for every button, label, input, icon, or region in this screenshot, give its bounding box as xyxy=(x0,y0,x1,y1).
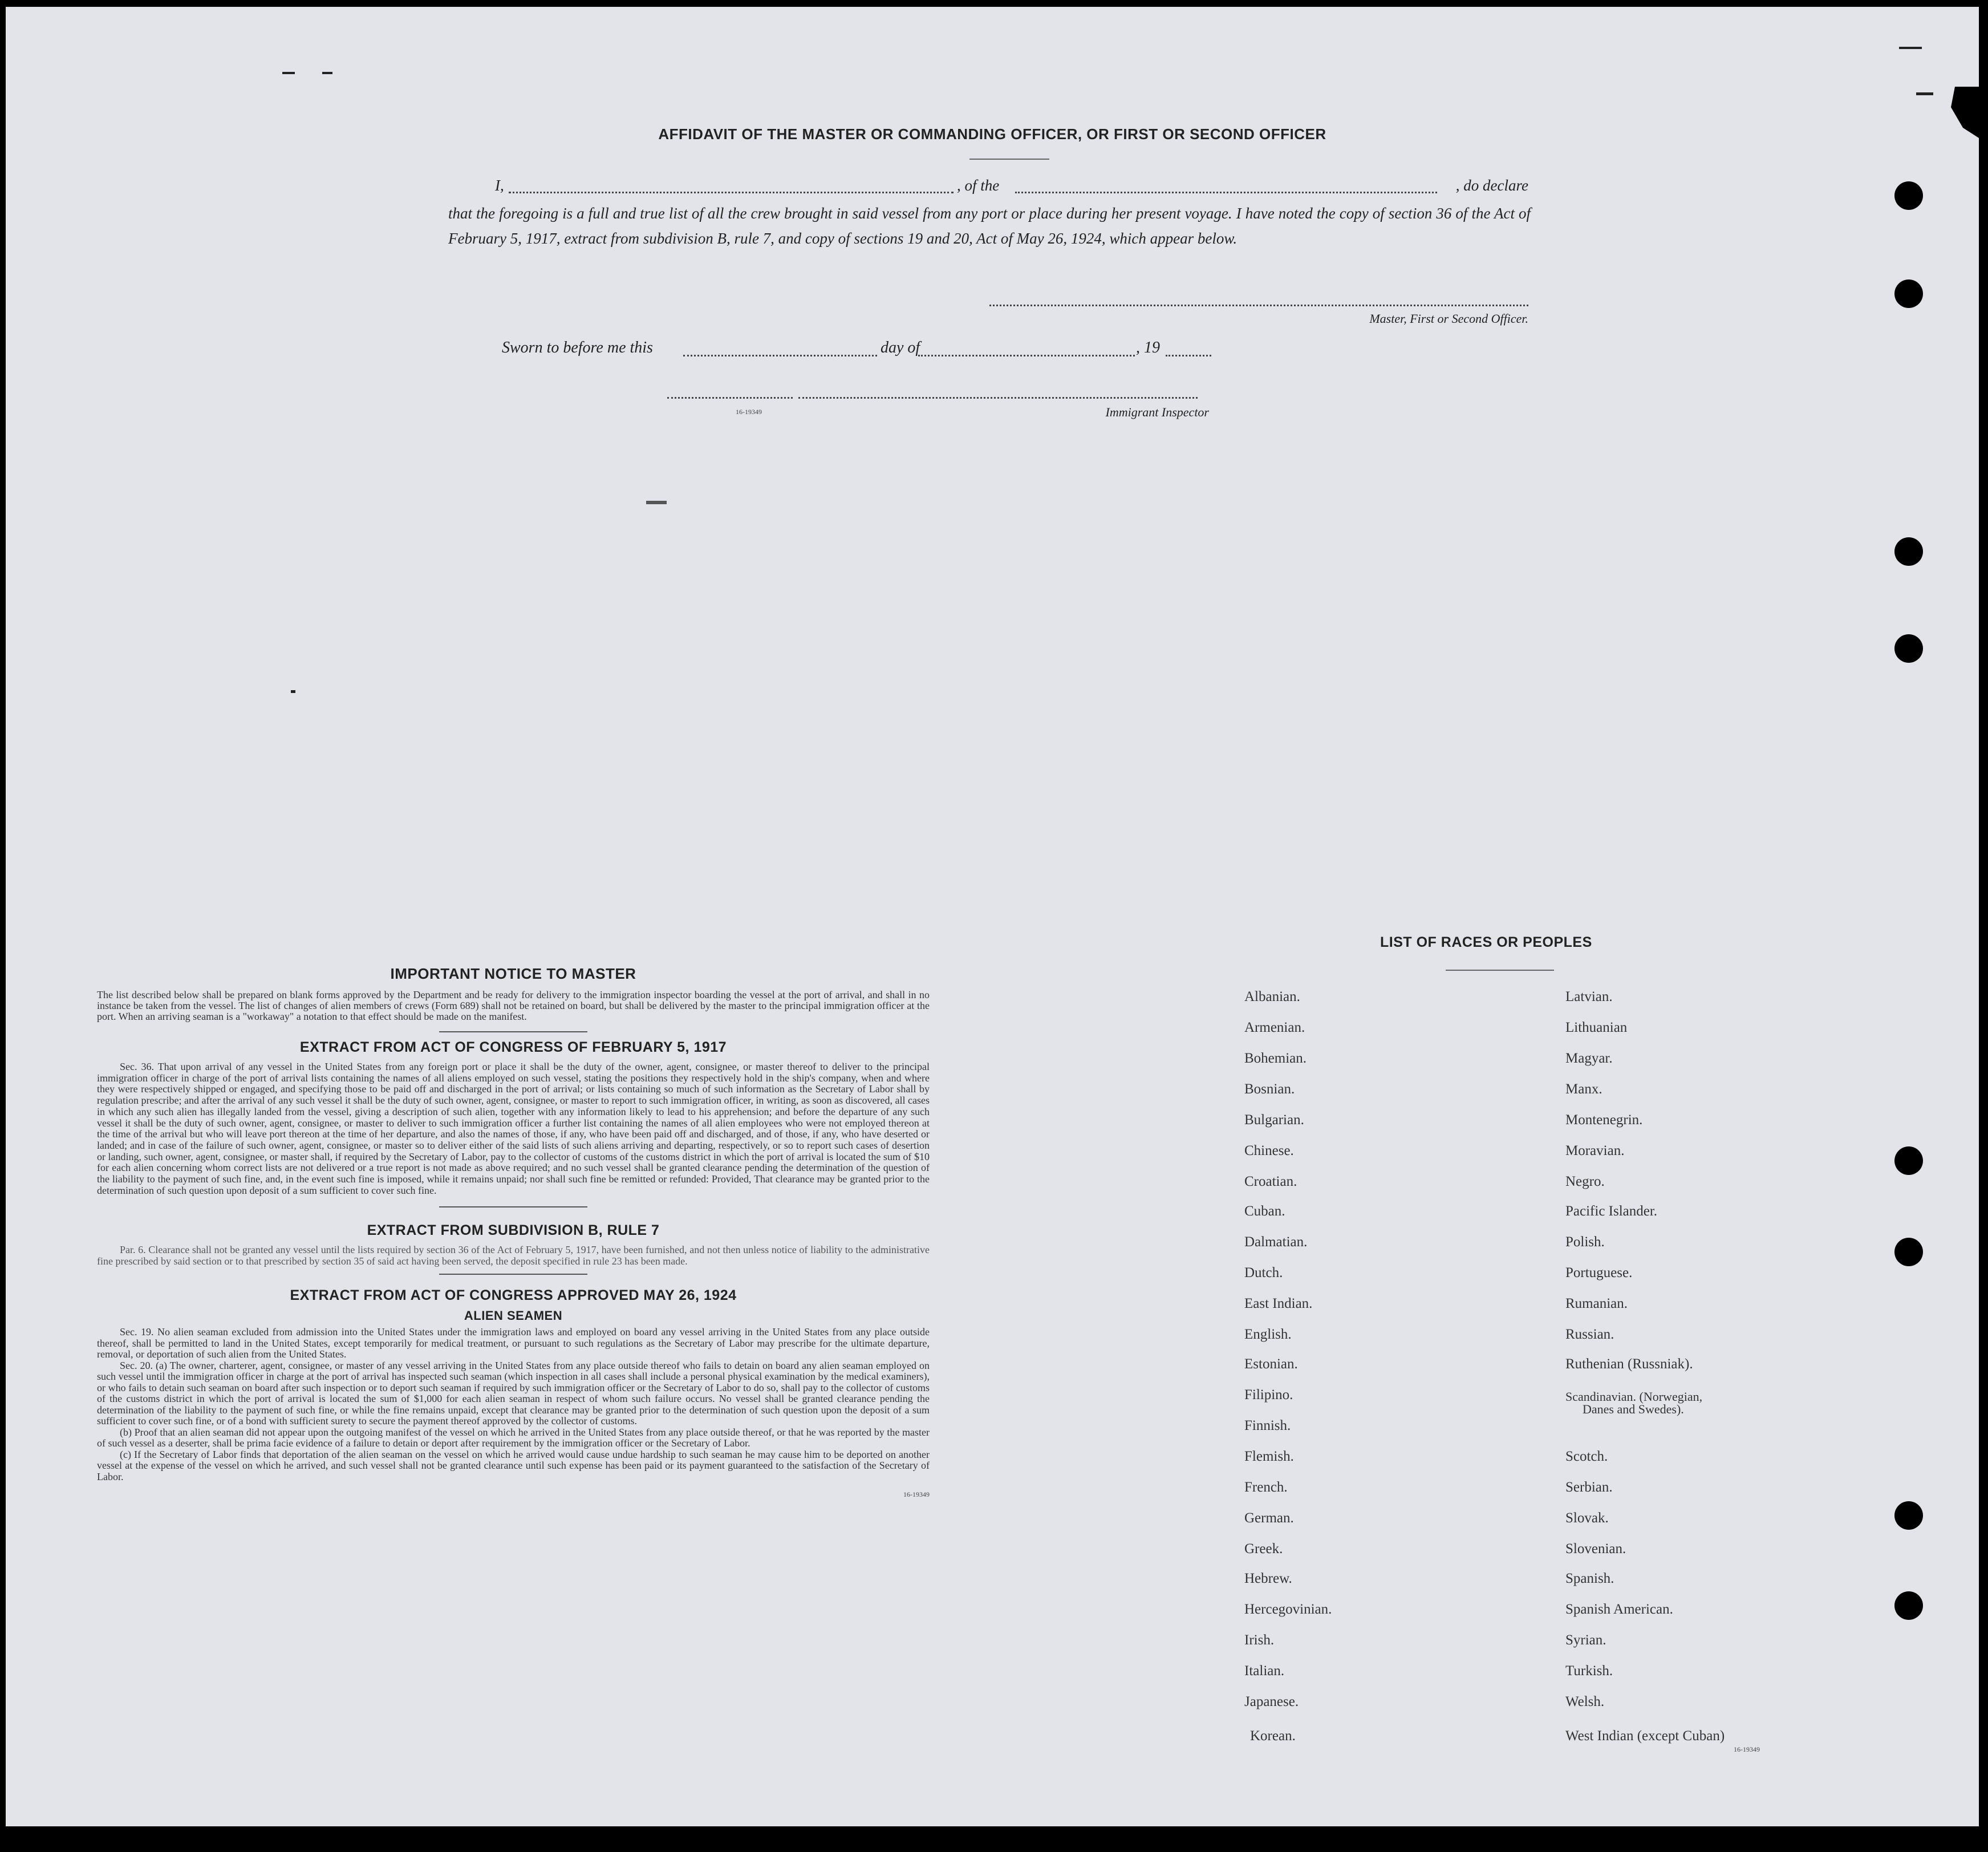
of-the-label: , of the xyxy=(957,177,1000,194)
name-field[interactable] xyxy=(509,192,954,193)
extract-1917-title: EXTRACT FROM ACT OF CONGRESS OF FEBRUARY 5, 1917 xyxy=(299,1039,727,1055)
race-item: Scotch. xyxy=(1565,1449,1608,1464)
ink-speck xyxy=(1916,92,1933,95)
race-item: Serbian. xyxy=(1565,1480,1613,1495)
race-item: Hebrew. xyxy=(1244,1571,1292,1586)
ink-speck xyxy=(291,690,295,693)
races-title-divider xyxy=(1446,970,1554,971)
punch-hole-6 xyxy=(1894,1238,1923,1266)
punch-hole-7 xyxy=(1894,1501,1923,1530)
race-item: Danes and Swedes). xyxy=(1583,1402,1684,1416)
race-item: English. xyxy=(1244,1327,1292,1342)
race-item: Welsh. xyxy=(1565,1694,1605,1709)
race-item: Manx. xyxy=(1565,1081,1602,1097)
sec20c-text: (c) If the Secretary of Labor finds that deportation of the alien seaman on the vessel on which he arrived would cause undue hardship to such seaman he may cause him to be deported on another vessel at the expense of the vessel on which he arrived, and such vessel shall not be granted clearance until such expense has been paid or its payment guaranteed to the satisfaction of the Secretary of Labor. xyxy=(97,1448,930,1482)
race-item: French. xyxy=(1244,1480,1288,1495)
race-item: Albanian. xyxy=(1244,989,1300,1004)
race-item: Bohemian. xyxy=(1244,1051,1307,1066)
race-item: Magyar. xyxy=(1565,1051,1613,1066)
punch-hole-2 xyxy=(1894,279,1923,308)
race-item: Spanish American. xyxy=(1565,1602,1673,1617)
race-item: Irish. xyxy=(1244,1632,1275,1648)
rule7-text: Par. 6. Clearance shall not be granted any vessel until the lists required by section 36 of the Act of February 5, 1917, have been furnished, and not then unless notice of liability to the administrative fine prescribed by said section or to that prescribed by section 35 of said act having been served, the deposit specified in rule 23 has been made. xyxy=(97,1244,930,1267)
race-item: Spanish. xyxy=(1565,1571,1614,1586)
race-item: Scandinavian. (Norwegian, xyxy=(1565,1389,1703,1404)
do-declare-label: , do declare xyxy=(1455,177,1528,194)
races-title: LIST OF RACES OR PEOPLES xyxy=(1380,934,1592,950)
master-signature-caption: Master, First or Second Officer. xyxy=(1369,311,1528,326)
race-item: Cuban. xyxy=(1244,1203,1285,1219)
race-item: Pacific Islander. xyxy=(1565,1203,1658,1219)
race-item: East Indian. xyxy=(1244,1296,1313,1311)
punch-hole-4 xyxy=(1894,634,1923,663)
extract-1924-title: EXTRACT FROM ACT OF CONGRESS APPROVED MAY 26, 1924 xyxy=(290,1287,737,1304)
race-item: Moravian. xyxy=(1565,1143,1625,1158)
race-item: Latvian. xyxy=(1565,989,1613,1004)
punch-hole-3 xyxy=(1894,537,1923,566)
punch-hole-5 xyxy=(1894,1146,1923,1175)
race-item: Japanese. xyxy=(1244,1694,1299,1709)
race-item: Portuguese. xyxy=(1565,1265,1633,1280)
notice-divider xyxy=(439,1031,587,1032)
sec20b-text: (b) Proof that an alien seaman did not appear upon the outgoing manifest of the vessel on which he arrived in the United States from any place outside thereof, or that he was reported by the master of such vessel as a deserter, shall be prima facie evidence of a failure to detain or deport after requirement by the immigration officer or the Secretary of Labor. xyxy=(97,1426,930,1449)
day-of-label: day of xyxy=(881,339,920,356)
notice-title: IMPORTANT NOTICE TO MASTER xyxy=(390,965,636,982)
year-label: , 19 xyxy=(1136,339,1160,356)
master-signature-line[interactable] xyxy=(989,305,1528,306)
punch-hole-8 xyxy=(1894,1591,1923,1620)
affidavit-form-number: 16-19349 xyxy=(736,408,762,416)
sworn-year-field[interactable] xyxy=(1166,355,1211,356)
ink-speck xyxy=(322,72,332,74)
declaration-body: that the foregoing is a full and true list of all the crew brought in said vessel from any port or place during her present voyage. I have noted the copy of section 36 of the Act of February 5, 1917, extract from subdivision B, rule 7, and copy of sections 19 and 20, Act of May 26, 1924, which appear below. xyxy=(448,205,1531,247)
form-sheet xyxy=(6,7,1979,1826)
race-item: Slovak. xyxy=(1565,1510,1609,1526)
race-item: Croatian. xyxy=(1244,1174,1297,1189)
inspector-signature-line-left[interactable] xyxy=(667,397,793,399)
race-item: Chinese. xyxy=(1244,1143,1294,1158)
race-item: Flemish. xyxy=(1244,1449,1294,1464)
rule7-divider xyxy=(439,1274,587,1275)
declaration-line xyxy=(456,177,1528,197)
race-item: Estonian. xyxy=(1244,1356,1298,1372)
sec20a-text: Sec. 20. (a) The owner, charterer, agent, consignee, or master of any vessel arriving in the United States from any place outside thereof who fails to detain on board any alien seaman employed on such vessel until the immigration officer in charge at the port of arrival has inspected such seaman (which inspection in all cases shall include a personal physical examination by the medical examiners), or who fails to detain such seaman on board after such inspection or to deport such seaman if required by such immigration officer or the Secretary of Labor to do so, shall pay to the collector of customs of the customs district in which the port of arrival is located the sum of $1,000 for each alien seaman in respect of whom such failure occurs. No vessel shall be granted clearance pending the determination of the liability to the payment of such fine, or while the fine remains unpaid, except that clearance may be granted prior to the determination of such question upon the deposit of a sum sufficient to cover such fine, or of a bond with sufficient surety to secure the payment thereof approved by the collector of customs. xyxy=(97,1359,930,1427)
race-item: Hercegovinian. xyxy=(1244,1602,1332,1617)
rule7-title: EXTRACT FROM SUBDIVISION B, RULE 7 xyxy=(367,1222,660,1239)
race-item: West Indian (except Cuban) xyxy=(1565,1728,1725,1744)
sec19-text: Sec. 19. No alien seaman excluded from admission into the United States under the immigration laws and employed on board any vessel arriving in the United States from any place outside thereof, shall be permitted to land in the United States, except temporarily for medical treatment, or pursuant to such regulations as the Secretary of Labor may prescribe for the ultimate departure, removal, or deportation of such alien from the United States. xyxy=(97,1326,930,1360)
race-item: Rumanian. xyxy=(1565,1296,1628,1311)
race-item: Armenian. xyxy=(1244,1020,1305,1035)
ink-speck xyxy=(282,72,295,74)
races-form-number: 16-19349 xyxy=(1734,1745,1760,1753)
race-item: Turkish. xyxy=(1565,1663,1613,1679)
race-item: Negro. xyxy=(1565,1174,1605,1189)
race-item: Slovenian. xyxy=(1565,1541,1626,1557)
race-item: Finnish. xyxy=(1244,1418,1291,1433)
ink-speck xyxy=(1899,47,1922,49)
race-item: Italian. xyxy=(1244,1663,1285,1679)
race-item: German. xyxy=(1244,1510,1294,1526)
i-label: I, xyxy=(495,177,504,194)
sworn-label: Sworn to before me this xyxy=(502,339,653,356)
title-divider xyxy=(969,159,1049,160)
race-item: Russian. xyxy=(1565,1327,1614,1342)
extract-1917-divider xyxy=(439,1206,587,1207)
race-item: Bosnian. xyxy=(1244,1081,1295,1097)
race-item: Bulgarian. xyxy=(1244,1112,1304,1128)
race-item: Dutch. xyxy=(1244,1265,1283,1280)
inspector-signature-line-right[interactable] xyxy=(798,397,1198,399)
race-item: Greek. xyxy=(1244,1541,1283,1557)
notice-text: The list described below shall be prepared on blank forms approved by the Department and be ready for delivery to the immigration inspector boarding the vessel at the port of arrival, and shall in no instance be taken from the vessel. The list of changes of alien members of crews (Form 689) shall not be retained on board, but shall be delivered by the master to the principal immigration officer at the port. When an arriving seaman is a "workaway" a notation to that effect should be made on the manifest. xyxy=(97,989,930,1022)
race-item: Filipino. xyxy=(1244,1387,1293,1403)
alien-seamen-subtitle: ALIEN SEAMEN xyxy=(464,1308,563,1323)
sworn-line xyxy=(502,339,1220,362)
inspector-caption: Immigrant Inspector xyxy=(1105,405,1209,419)
vessel-name-field[interactable] xyxy=(1015,192,1437,193)
sworn-month-field[interactable] xyxy=(918,355,1135,356)
affidavit-title: AFFIDAVIT OF THE MASTER OR COMMANDING OFFICER, OR FIRST OR SECOND OFFICER xyxy=(658,125,1326,143)
race-item: Korean. xyxy=(1250,1728,1296,1744)
race-item: Lithuanian xyxy=(1565,1020,1628,1035)
ink-speck xyxy=(646,501,667,504)
extract-1917-text: Sec. 36. That upon arrival of any vessel in the United States from any foreign port or place it shall be the duty of the owner, agent, consignee, or master thereof to deliver to the principal immigration officer in charge of the port of arrival lists containing the names of all aliens employed on such vessel, stating the positions they respectively hold in the ship's company, when and where they were respectively shipped or engaged, and specifying those to be paid off and discharged in the port of arrival; or lists containing so much of such information as the Secretary of Labor shall by regulation prescribe; and after the arrival of any such vessel it shall be the duty of such owner, agent, consignee, or master to report to such immigration officer, in writing, as soon as discovered, all cases in which any such alien has illegally landed from the vessel, giving a description of such alien, together with any information likely to lead to his apprehension; and before the departure of any such vessel it shall be the duty of such owner, agent, consignee, or master to deliver to such immigration officer a further list containing the names of all alien employees who were not employed thereon at the time of the arrival but who will leave port thereon at the time of her departure, and also the names of those, if any, who have been paid off and discharged, and of those, if any, who have deserted or landed; and in case of the failure of such owner, agent, consignee, or master so to deliver either of the said lists of such aliens arriving and departing, respectively, or so to report such cases of desertion or landing, such owner, agent, consignee, or master shall, if required by the Secretary of Labor, pay to the collector of customs of the customs district in which the port of arrival is located the sum of $10 for each alien concerning whom correct lists are not delivered or a true report is not made as above required; and no such vessel shall be granted clearance pending the determination of the question of the liability to the payment of such fine, and, in the event such fine is imposed, while it remains unpaid; nor shall such fine be remitted or refunded: Provided, That clearance may be granted prior to the determination of such question upon deposit of a sum sufficient to cover such fine. xyxy=(97,1061,930,1196)
notice-section xyxy=(97,965,930,1499)
extract-1924-form-number: 16-19349 xyxy=(903,1490,930,1499)
race-item: Ruthenian (Russniak). xyxy=(1565,1356,1693,1372)
race-item: Syrian. xyxy=(1565,1632,1606,1648)
race-item: Polish. xyxy=(1565,1234,1605,1250)
sworn-day-field[interactable] xyxy=(683,355,877,356)
race-item: Montenegrin. xyxy=(1565,1112,1643,1128)
punch-hole-1 xyxy=(1894,181,1923,210)
race-item: Dalmatian. xyxy=(1244,1234,1308,1250)
